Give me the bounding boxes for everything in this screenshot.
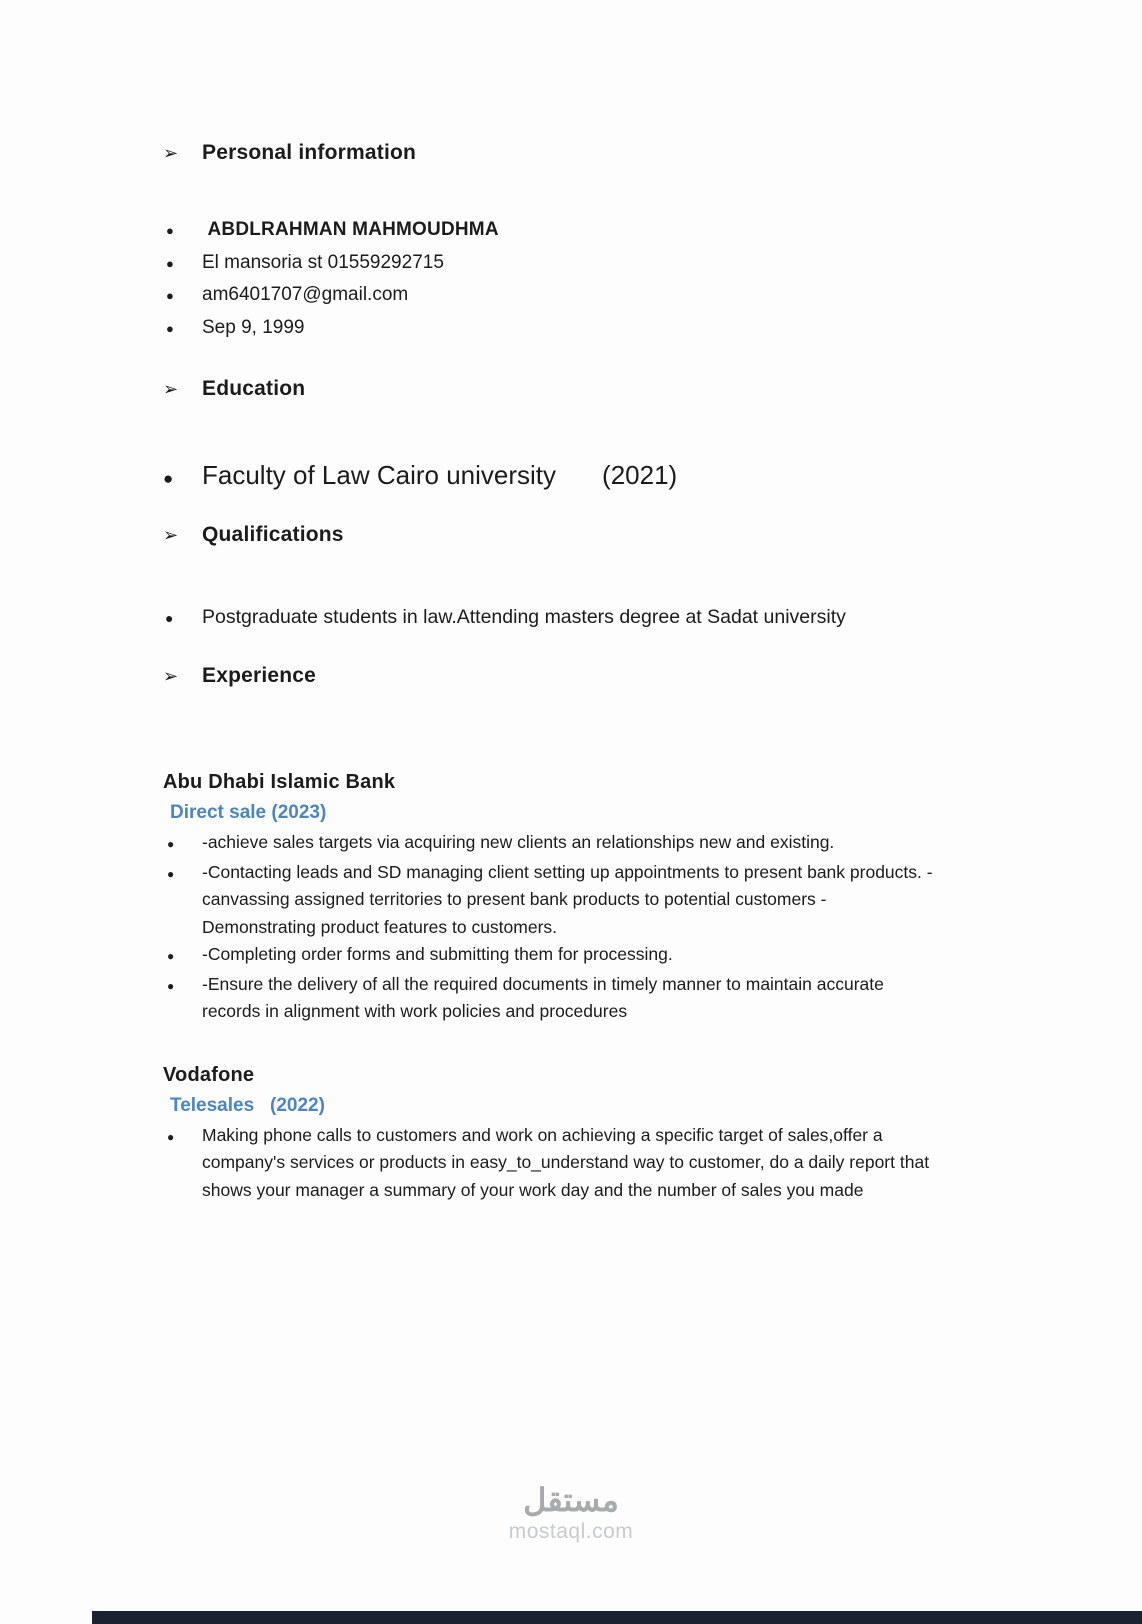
list-item	[163, 312, 1142, 345]
personal-birthdate: Sep 9, 1999	[202, 316, 305, 338]
personal-email: am6401707@gmail.com	[202, 284, 409, 305]
watermark-domain: mostaql.com	[508, 1520, 634, 1543]
personal-info-list	[163, 214, 1142, 344]
list-item	[163, 279, 1142, 312]
section-arrow-icon: ➢	[163, 666, 179, 686]
section-heading-experience	[163, 663, 1142, 689]
section-title: Qualifications	[202, 523, 344, 546]
job-bullet-text: Making phone calls to customers and work on achieving a specific target of sales,offer a company's services or products in easy_to_understand way to customer, do a daily report that shows your manager a summary of your work day and the number of sales you made	[202, 1124, 930, 1200]
section-heading-personal	[163, 140, 1142, 166]
section-title: Experience	[202, 664, 317, 687]
education-degree: Faculty of Law Cairo university	[202, 460, 557, 490]
section-title: Personal information	[202, 141, 417, 164]
list-item	[163, 859, 1142, 942]
qualification-text: Postgraduate students in law.Attending masters degree at Sadat university	[202, 606, 846, 628]
job-bullet-text: -achieve sales targets via acquiring new clients an relationships new and existing.	[202, 832, 835, 852]
personal-address-phone: El mansoria st 01559292715	[202, 251, 444, 273]
job-role: Direct sale (2023)	[170, 802, 327, 823]
bullet-icon: ●	[166, 223, 174, 238]
section-heading-education	[163, 376, 1142, 402]
section-heading-qualifications	[163, 522, 1142, 548]
job-bullet-list	[163, 1122, 1142, 1205]
section-title: Education	[202, 377, 306, 400]
bullet-icon: ●	[167, 978, 175, 993]
section-arrow-icon: ➢	[163, 143, 179, 163]
bullet-icon: ●	[165, 610, 174, 626]
section-arrow-icon: ➢	[163, 525, 179, 545]
education-entry	[163, 458, 1142, 492]
section-arrow-icon: ➢	[163, 379, 179, 399]
company-name: Abu Dhabi Islamic Bank	[163, 771, 396, 793]
job-bullet-text: -Ensure the delivery of all the required documents in timely manner to maintain accurate records in alignment with work policies and procedures	[202, 973, 884, 1021]
list-item	[163, 1122, 1142, 1205]
bullet-icon: ●	[163, 469, 174, 488]
list-item	[163, 941, 1142, 971]
company-name: Vodafone	[163, 1063, 255, 1086]
qualification-entry	[163, 602, 1142, 633]
personal-name: ABDLRAHMAN MAHMOUDHMA	[202, 219, 499, 240]
bullet-icon: ●	[166, 320, 174, 336]
job-entry-vodafone	[163, 1062, 1142, 1205]
bullet-icon: ●	[166, 288, 174, 303]
job-bullet-list	[163, 829, 1142, 1026]
bullet-icon: ●	[167, 866, 175, 881]
watermark-arabic-logo: مستقل	[523, 1482, 619, 1518]
list-item	[163, 214, 1142, 247]
job-bullet-text: -Completing order forms and submitting them for processing.	[202, 944, 673, 964]
bullet-icon: ●	[167, 1129, 175, 1144]
bullet-icon: ●	[167, 949, 175, 963]
job-entry-abu-dhabi-islamic-bank	[163, 769, 1142, 1026]
education-year: (2021)	[602, 460, 678, 490]
job-bullet-text: -Contacting leads and SD managing client setting up appointments to present bank products. -canvassing assigned territories to present bank products to potential customers -Demonstrating product features to customers.	[202, 861, 933, 937]
bullet-icon: ●	[167, 837, 175, 851]
list-item	[163, 971, 1142, 1026]
job-role: Telesales (2022)	[170, 1094, 325, 1116]
page-bottom-edge	[92, 1611, 1142, 1624]
bullet-icon: ●	[166, 255, 174, 271]
list-item	[163, 247, 1142, 280]
watermark	[0, 1482, 1142, 1546]
list-item	[163, 829, 1142, 859]
